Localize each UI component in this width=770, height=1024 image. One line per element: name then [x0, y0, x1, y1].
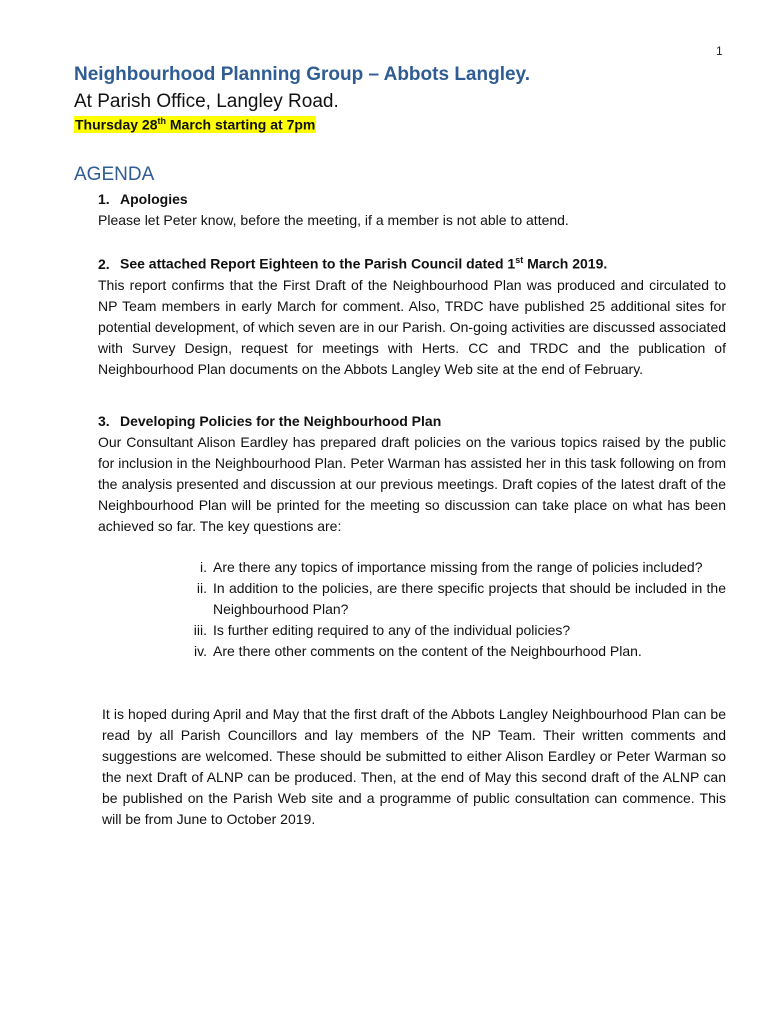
key-question-text: Is further editing required to any of the individual policies?: [213, 622, 571, 638]
agenda-item-3-conclusion: It is hoped during April and May that the first draft of the Abbots Langley Neighbourhood Plan can be read by all Parish Councillors and lay members of the NP Team. Their written comments and suggestions are welcomed. These should be submitted to either Alison Eardley or Peter Warman so the next Draft of ALNP can be produced. Then, at the end of May this second draft of the ALNP can be published on the Parish Web site and a programme of public consultation can commence. This will be from June to October 2019.: [102, 706, 726, 827]
agenda-item-3-body: Our Consultant Alison Eardley has prepared draft policies on the various topics raised by the public for inclusion in the Neighbourhood Plan. Peter Warman has assisted her in this task following on from the analysis presented and discussion at our previous meetings. Draft copies of the latest draft of the Neighbourhood Plan will be printed for the meeting so discussion can take place on what has been achieved so far. The key questions are:: [98, 434, 726, 534]
agenda-item-3: [98, 411, 726, 537]
agenda-item-1-heading: [98, 189, 726, 210]
agenda-item-1-title: Apologies: [120, 191, 188, 207]
key-question: [175, 578, 726, 620]
agenda-item-2-heading: [98, 250, 726, 275]
agenda-item-3-title: Developing Policies for the Neighbourhood Plan: [120, 413, 442, 429]
key-question-numeral: ii.: [196, 580, 207, 596]
key-question-numeral: i.: [200, 559, 207, 575]
key-question: [175, 557, 726, 578]
key-question-text: Are there other comments on the content of the Neighbourhood Plan.: [213, 643, 642, 659]
meeting-location: At Parish Office, Langley Road.: [74, 91, 339, 112]
key-questions-list: [175, 557, 726, 662]
agenda-item-3-number: 3.: [98, 413, 110, 429]
agenda-item-2-body: This report confirms that the First Draft of the Neighbourhood Plan was produced and circulated to NP Team members in early March for comment. Also, TRDC have published 25 additional sites for potential development, of which seven are in our Parish. On-going activities are discussed associated with Survey Design, request for meetings with Herts. CC and TRDC and the publication of Neighbourhood Plan documents on the Abbots Langley Web site at the end of February.: [98, 276, 727, 377]
key-question-text: Are there any topics of importance missing from the range of policies included?: [213, 559, 703, 575]
key-question-text: In addition to the policies, are there specific projects that should be included in the Neighbourhood Plan?: [213, 580, 726, 617]
key-question-numeral: iv.: [194, 643, 207, 659]
agenda-item-1-number: 1.: [98, 191, 110, 207]
agenda-item-2: [98, 250, 726, 380]
meeting-date-ordinal: th: [157, 116, 166, 126]
meeting-date: [74, 116, 316, 133]
agenda-item-2-title-prefix: See attached Report Eighteen to the Parish Council dated 1: [120, 255, 516, 272]
agenda-item-1: [98, 189, 726, 231]
agenda-item-2-title-ordinal: st: [515, 255, 524, 265]
document-title: Neighbourhood Planning Group – Abbots Langley.: [74, 64, 530, 85]
meeting-date-rest: March starting at 7pm: [165, 116, 316, 133]
meeting-date-prefix: Thursday 28: [75, 116, 158, 133]
key-question: [175, 641, 726, 662]
agenda-item-1-body: Please let Peter know, before the meeting, if a member is not able to attend.: [98, 212, 569, 228]
key-question-numeral: iii.: [193, 622, 207, 638]
agenda-heading: AGENDA: [74, 164, 155, 185]
agenda-item-3-heading: [98, 411, 726, 432]
agenda-item-2-title-rest: March 2019.: [523, 255, 608, 272]
key-question: [175, 620, 726, 641]
page-number: 1: [716, 44, 723, 58]
agenda-item-2-number: 2.: [98, 255, 110, 272]
